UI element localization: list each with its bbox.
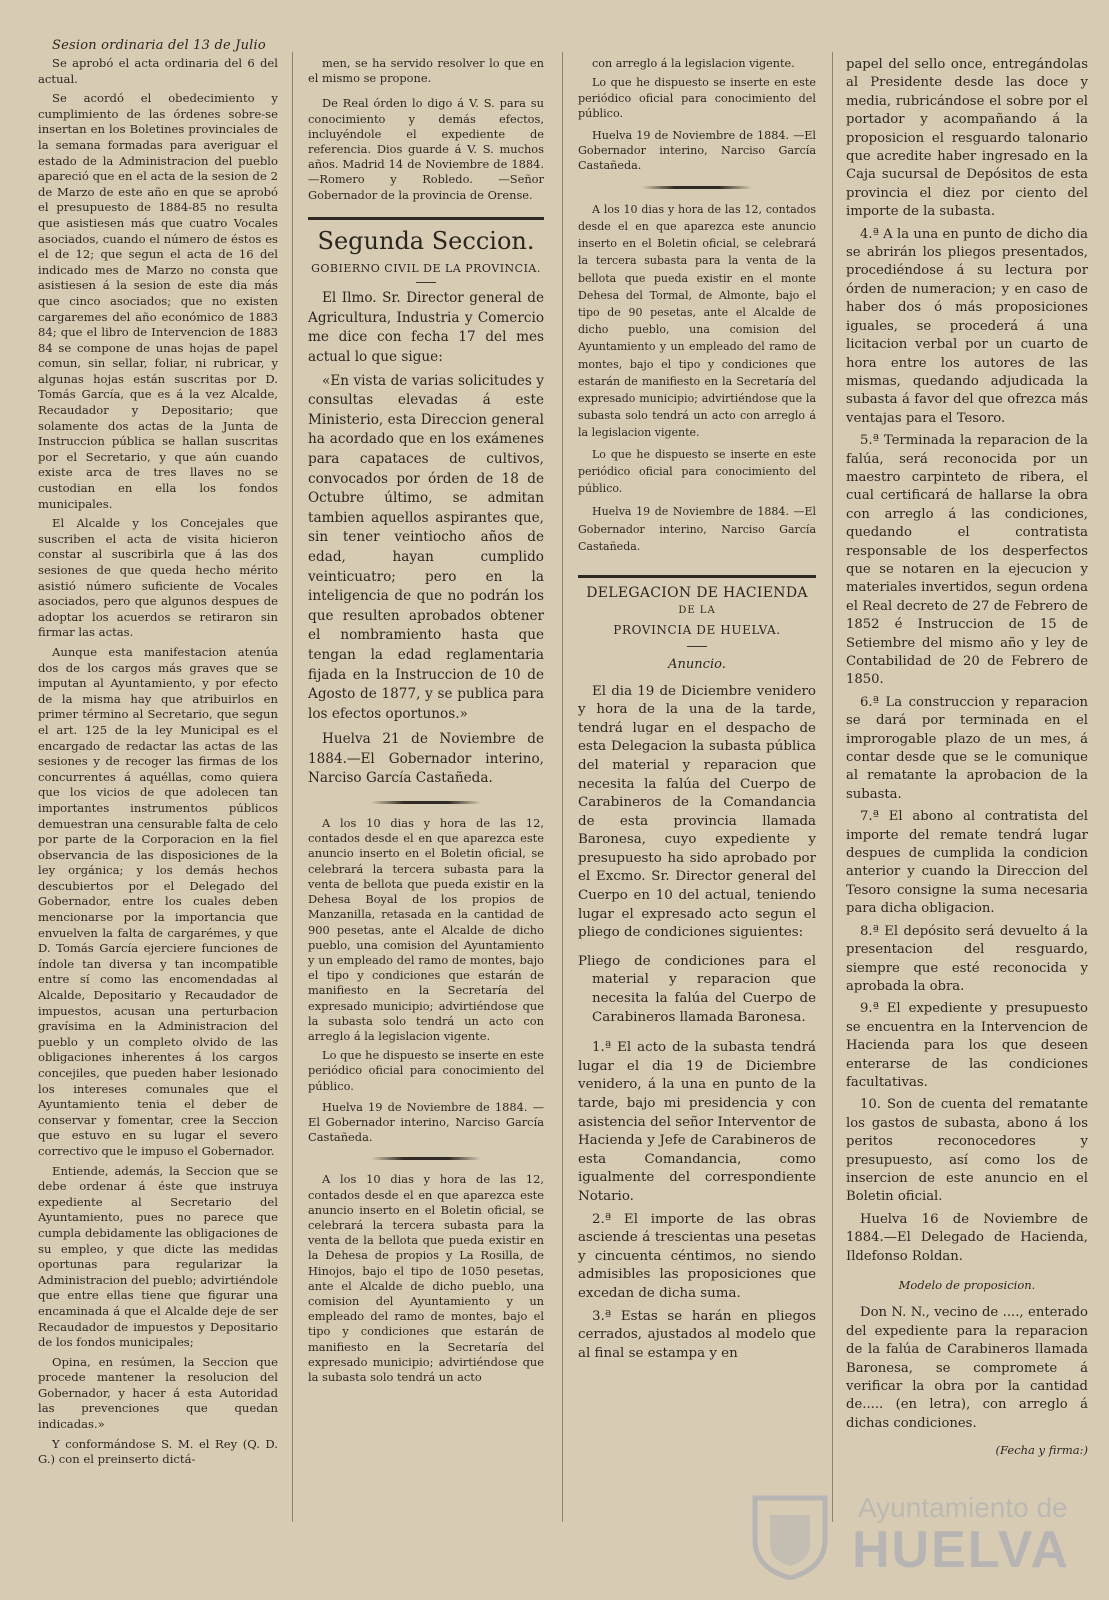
ornament-divider xyxy=(642,186,752,189)
condition-item: 10. Son de cuenta del rematante los gastos de subasta, abono á los peritos reconocedores y presupuesto, así como los de insercion de este anuncio en el Boletin oficial. xyxy=(846,1097,1088,1205)
paragraph: El Ilmo. Sr. Director general de Agricultura, Industria y Comercio me dice con fecha 17 del mes actual lo que sigue: xyxy=(308,290,544,366)
paragraph: A los 10 dias y hora de las 12, contados desde el en que aparezca este anuncio inserto en el Boletin oficial, se celebrará la tercera subasta para la venta de bellota que pueda existir en la Dehesa Boyal de los propios de Manzanilla, retasada en la cantidad de 900 pesetas, ante el Alcalde de dicho pueblo, una comision del Ayuntamiento y un empleado del ramo de montes, bajo el tipo y condiciones que estarán de manifiesto en la Secretaría del expresado municipio; advirtiéndose que la subasta solo tendrá un acto con arreglo á la legislacion vigente. xyxy=(308,816,544,1043)
paragraph: Don N. N., vecino de ...., enterado del expediente para la reparacion de la falúa de Carabineros llamada Baronesa, se compromete á verificar la obra por la cantidad de..... (en letra), con arreglo á dichas condiciones. xyxy=(846,1305,1088,1431)
column-divider xyxy=(562,52,563,1522)
paragraph: con arreglo á la legislacion vigente. xyxy=(592,57,795,70)
condition-item: 9.ª El expediente y presupuesto se encuentra en la Intervencion de Hacienda para los que deseen enterarse de las condiciones facultativas. xyxy=(846,1001,1088,1090)
column-3 xyxy=(578,56,816,1576)
paragraph: papel del sello once, entregándolas al Presidente desde las doce y media, rubricándose el sobre por el portador y acompañando á la proposicion el resguardo talonario que acredite haber ingresado en la Caja sucursal de Depósitos de esta provincia el diez por ciento del importe de la subasta. xyxy=(846,57,1088,220)
department-heading: GOBIERNO CIVIL DE LA PROVINCIA. xyxy=(311,262,541,276)
paragraph: El dia 19 de Diciembre venidero y hora de la una de la tarde, tendrá lugar en el despacho de esta Delegacion la subasta pública del material y reparacion que necesita la falúa del Cuerpo de Carabineros de la Comandancia de esta provincia llamada Baronesa, cuyo expediente y presupuesto ha sido aprobado por el Excmo. Sr. Director general del Cuerpo en 10 del actual, teniendo lugar el expresado acto segun el pliego de condiciones siguientes: xyxy=(578,683,816,941)
column-divider xyxy=(832,52,833,1522)
dash-divider xyxy=(416,282,436,283)
signature-paragraph: Huelva 21 de Noviembre de 1884.—El Gobernador interino, Narciso García Castañeda. xyxy=(308,731,544,787)
paragraph: El Alcalde y los Concejales que suscriben el acta de visita hicieron constar al suscribirla que á las dos sesiones de que queda hecho mérito asistió número suficiente de Vocales asociados, pero que algunos despues de adoptar los acuerdos se retiraron sin firmar las actas. xyxy=(38,516,278,640)
condition-item: 6.ª La construccion y reparacion se dará por terminada en el improrogable plazo de un mes, á contar desde que se le comunique al rematante la aprobacion de la subasta. xyxy=(846,694,1088,802)
condition-item: 2.ª El importe de las obras asciende á trescientas una pesetas y cincuenta céntimos, no siendo admisibles las proposiciones que excedan de dicha suma. xyxy=(578,1211,816,1301)
paragraph: Entiende, además, la Seccion que se debe ordenar á éste que instruya expediente al Secretario del Ayuntamiento, pues no parece que cumpla debidamente las obligaciones de su empleo, y que dicte las medidas oportunas para regularizar la Administracion del pueblo; advirtiéndole que entre ellas tiene que figurar una encaminada á que el Alcalde deje de ser Recaudador de impuestos y Depositario de los fondos municipales; xyxy=(38,1163,278,1350)
paragraph: A los 10 dias y hora de las 12, contados desde el en que aparezca este anuncio inserto en el Boletin oficial, se celebrará la tercera subasta para la venta de la bellota que pueda existir en el monte Dehesa del Tormal, de Almonte, bajo el tipo de 90 pesetas, ante el Alcalde de dicho pueblo, una comision del Ayuntamiento y un empleado del ramo de montes, bajo el tipo y condiciones que estarán de manifiesto en la Secretaría del expresado municipio; advirtiéndose que la subasta solo tendrá un acto con arreglo á la legislacion vigente. xyxy=(578,202,816,440)
page-header: Sesion ordinaria del 13 de Julio xyxy=(52,38,266,53)
date-signature-note: (Fecha y firma:) xyxy=(995,1443,1088,1458)
paragraph: Se acordó el obedecimiento y cumplimiento de las órdenes sobre-se insertan en los Boletines provinciales de la semana formadas para averiguar el estado de la Administracion del pueblo apareció que en el acta de la sesion de 2 de Marzo de este año en que se aprobó el presupuesto de 1884-85 no resulta que asistiesen más que cuatro Vocales asociados, cuando el número de éstos es el de 12; que segun el acta de 16 del indicado mes de Marzo no consta que asistiesen á la sesion de este dia más que cinco asociados; que no existen cargaremes del año económico de 1883 84; que el libro de Intervencion de 1883 84 se compone de unas hojas de papel comun, sin sellar, foliar, ni rubricar, y algunas hojas están suscritas por D. Tomás García, que es á la vez Alcalde, Recaudador y Depositario; que solamente dos actas de la Junta de Instruccion pública se hallan suscritas por el Secretario, y que aún cuando existe arca de tres llaves no se custodian en ella los fondos municipales. xyxy=(38,91,278,511)
condition-item: 4.ª A la una en punto de dicho dia se abrirán los pliegos presentados, procediéndose á su lectura por órden de numeracion; y en caso de haber dos ó más proposiciones iguales, se procederá á una licitacion verbal por un cuarto de hora entre los autores de las mismas, quedando adjudicada la subasta á favor del que ofrezca más ventajas para el Tesoro. xyxy=(846,226,1088,426)
condition-item: 3.ª Estas se harán en pliegos cerrados, ajustados al modelo que al final se estampa y en xyxy=(578,1308,816,1361)
condition-item: 5.ª Terminada la reparacion de la falúa, será reconocida por un maestro carpinteto de ribera, el cual certificará de hallarse la obra con arreglo á las condiciones, quedando el contratista responsable de los desperfectos que se notaren en la ejecucion y materiales invertidos, segun ordena el Real decreto de 27 de Febrero de 1852 é Instruccion de 15 de Setiembre del mismo año y ley de Contabilidad de 20 de Febrero de 1850. xyxy=(846,433,1088,688)
dash-divider xyxy=(687,646,707,647)
section-title: Segunda Seccion. xyxy=(317,226,535,255)
paragraph: Lo que he dispuesto se inserte en este periódico oficial para conocimiento del público. xyxy=(578,76,816,121)
paragraph: Lo que he dispuesto se inserte en este periódico oficial para conocimiento del público. xyxy=(308,1048,544,1093)
announcement-heading: Anuncio. xyxy=(668,657,726,673)
condition-item: 8.ª El depósito será devuelto á la presentacion del resguardo, siempre que esté reconocida y aprobada la obra. xyxy=(846,923,1088,994)
column-divider xyxy=(292,52,293,1522)
paragraph: «En vista de varias solicitudes y consultas elevadas á este Ministerio, esta Direccion general ha acordado que en los exámenes para capataces de cultivos, convocados por órden de 18 de Octubre último, se admitan tambien aquellos aspirantes que, sin tener veintiocho años de edad, hayan cumplido veinticuatro; pero en la inteligencia de que no podrán los que resulten aprobados obtener el nombramiento hasta que tengan la edad reglamentaria fijada en la Instruccion de 10 de Agosto de 1877, y se publica para los efectos oportunos.» xyxy=(308,372,544,722)
signature-paragraph: Huelva 19 de Noviembre de 1884. —El Gobernador interino, Narciso García Castañeda. xyxy=(308,1099,544,1145)
watermark-line-1: Ayuntamiento de xyxy=(858,1492,1068,1523)
paragraph: De Real órden lo digo á V. S. para su conocimiento y demás efectos, incluyéndole el expediente de referencia. Dios guarde á V. S. muchos años. Madrid 14 de Noviembre de 1884.—Romero y Robledo. —Señor Gobernador de la provincia de Orense. xyxy=(308,96,544,202)
signature-paragraph: Huelva 19 de Noviembre de 1884. —El Gobernador interino, Narciso García Castañeda. xyxy=(578,128,816,173)
column-1 xyxy=(38,56,278,1576)
paragraph: Aunque esta manifestacion atenúa dos de los cargos más graves que se imputan al Ayuntamiento, y por efecto de la misma hay que atribuirlos en primer término al Secretario, que segun el art. 125 de la ley Municipal es el encargado de redactar las actas de las sesiones y de recoger las firmas de los concurrentes á aquéllas, como quiera que los vicios de que adolecen tan importantes instrumentos públicos demuestran una censurable falta de celo por parte de la Corporacion en la fiel observancia de las disposiciones de la ley orgánica; y los demás hechos descubiertos por el Delegado del Gobernador, entre los cuales deben mencionarse por la importancia que envuelven la falta de cargarémes, y que D. Tomás García ejerciere funciones de índole tan diversa y tan incompatible entre sí como las encomendadas al Alcalde, Depositario y Recaudador de impuestos, acusan una perturbacion gravísima en la Administracion del pueblo y un completo olvido de las obligaciones inherentes á los cargos concejiles, que pueden haber lesionado los intereses comunales que el Ayuntamiento tenia el deber de conservar y fomentar, cree la Seccion que estuvo en su lugar el severo correctivo que le impuso el Gobernador. xyxy=(38,644,278,1158)
paragraph: men, se ha servido resolver lo que en el mismo se propone. xyxy=(308,56,544,86)
paragraph: Opina, en resúmen, la Seccion que procede mantener la resolucion del Gobernador, y hacer á esta Autoridad las prevenciones que quedan indicadas.» xyxy=(38,1354,278,1432)
column-4 xyxy=(846,56,1088,1576)
paragraph: Y conformándose S. M. el Rey (Q. D. G.) con el preinserto dictá- xyxy=(38,1436,278,1467)
department-subheading: PROVINCIA DE HUELVA. xyxy=(613,622,781,637)
signature-paragraph: Huelva 19 de Noviembre de 1884. —El Gobernador interino, Narciso García Castañeda. xyxy=(578,505,816,553)
section-rule xyxy=(578,575,816,578)
paragraph: Lo que he dispuesto se inserte en este periódico oficial para conocimiento del público. xyxy=(578,447,816,496)
condition-item: 1.ª El acto de la subasta tendrá lugar el dia 19 de Diciembre venidero, á la una en punto de la tarde, bajo mi presidencia y con asistencia del señor Interventor de Hacienda y Jefe de Carabineros de esta Comandancia, como igualmente del correspondiente Notario. xyxy=(578,1040,816,1204)
department-subheading: DE LA xyxy=(678,605,716,617)
ornament-divider xyxy=(371,801,481,804)
signature-paragraph: Huelva 16 de Noviembre de 1884.—El Delegado de Hacienda, Ildefonso Roldan. xyxy=(846,1211,1088,1264)
ornament-divider xyxy=(371,1157,481,1160)
paragraph: Se aprobó el acta ordinaria del 6 del actual. xyxy=(38,56,278,86)
paragraph: A los 10 dias y hora de las 12, contados desde el en que aparezca este anuncio inserto en el Boletin oficial, se celebrará la tercera subasta para la venta de la bellota que pueda existir en la Dehesa de propios y La Rosilla, de Hinojos, bajo el tipo de 1050 pesetas, ante el Alcalde de dicho pueblo, una comision del Ayuntamiento y un empleado del ramo de montes, bajo el tipo y condiciones que estarán de manifiesto en la Secretaría del expresado municipio; advirtiéndose que la subasta solo tendrá un acto xyxy=(308,1172,544,1384)
condition-item: 7.ª El abono al contratista del importe del remate tendrá lugar despues de cumplida la condicion anterior y cuando la Direccion del Tesoro consigne la suma necesaria para dicha obligacion. xyxy=(846,809,1088,917)
section-rule xyxy=(308,217,544,220)
conditions-heading: Pliego de condiciones para el material y reparacion que necesita la falúa del Cuerpo de Carabineros llamada Baronesa. xyxy=(578,953,816,1025)
model-heading: Modelo de proposicion. xyxy=(898,1278,1036,1292)
column-2 xyxy=(308,56,544,1576)
department-heading: DELEGACION DE HACIENDA xyxy=(586,584,808,601)
watermark-line-2: HUELVA xyxy=(852,1521,1071,1579)
